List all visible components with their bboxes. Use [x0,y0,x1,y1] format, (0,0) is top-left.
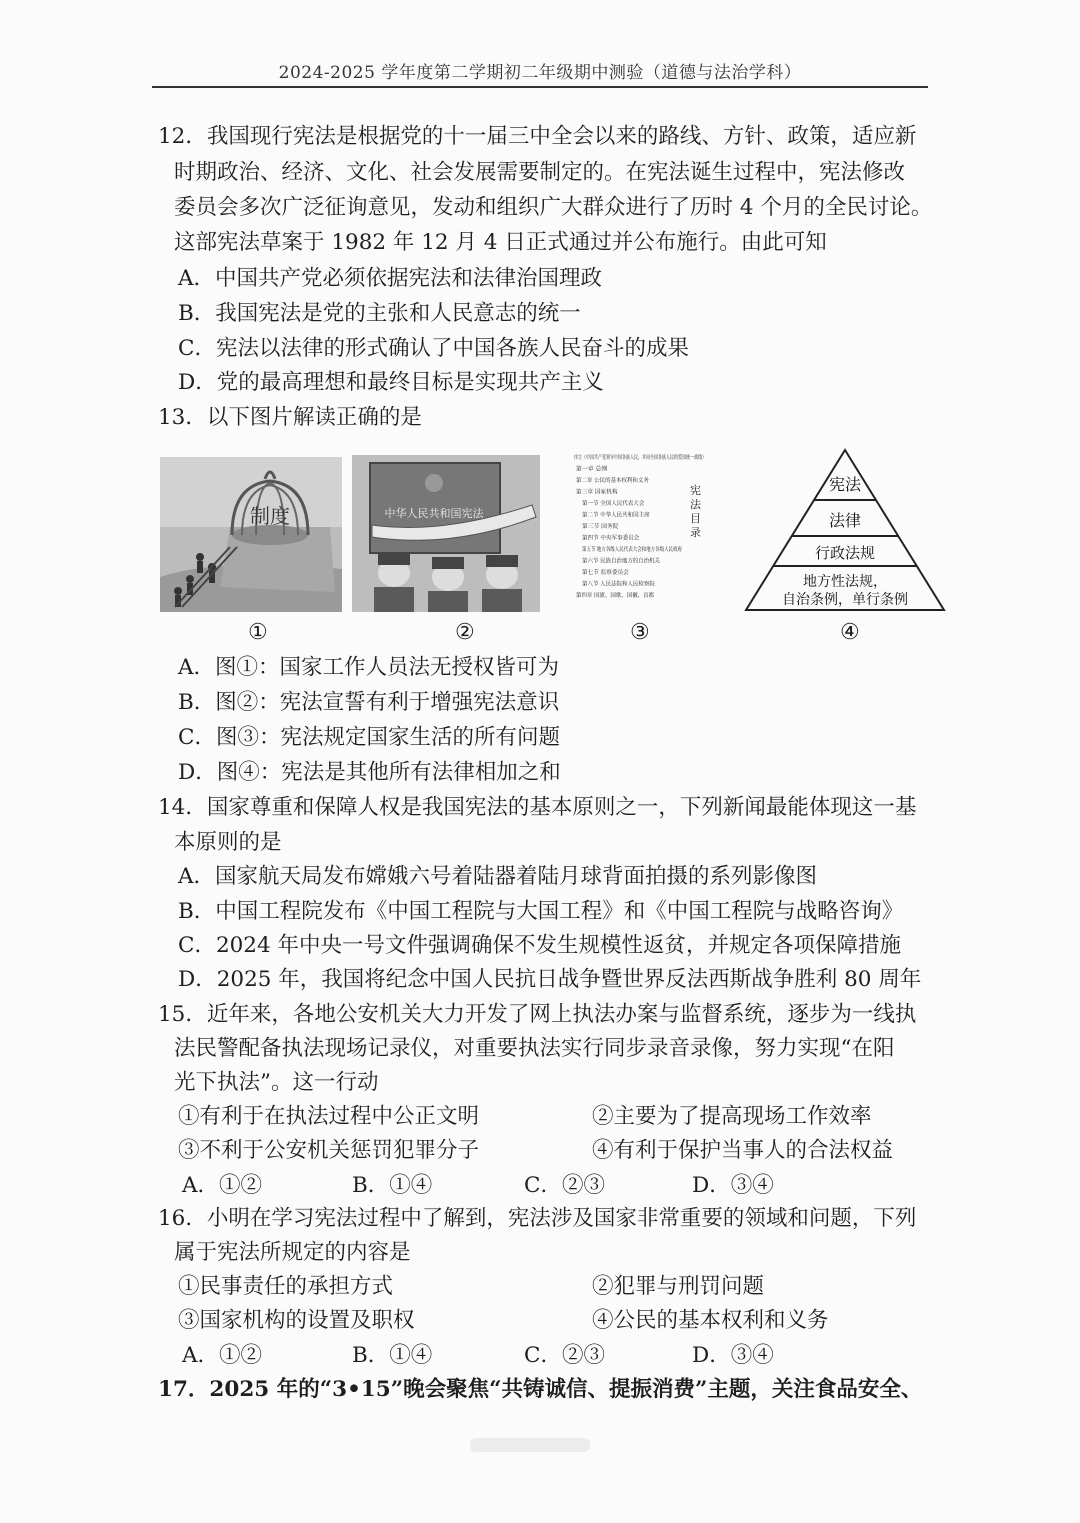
fig3-toc-line: 第六节 民族自治地方的自治机关 [582,558,661,565]
q15-item-3: ③不利于公安机关惩罚犯罪分子 [178,1138,480,1163]
figure-4-label: ④ [840,620,860,645]
pyramid-level-constitution: 宪法 [828,475,862,494]
figure-1-label: ① [248,620,268,645]
q14-option-b: B．中国工程院发布《中国工程院与大国工程》和《中国工程院与战略咨询》 [178,899,904,924]
q15-line-2: 法民警配备执法现场记录仪，对重要执法实行同步录音录像，努力实现“在阳 [174,1036,895,1061]
fig3-toc-line: 第三节 国务院 [582,524,617,530]
fig3-title: 宪法目录 [690,484,701,539]
q12-option-d: D．党的最高理想和最终目标是实现共产主义 [178,370,604,395]
q14-option-d: D．2025 年，我国将纪念中国人民抗日战争暨世界反法西斯战争胜利 80 周年 [178,967,922,992]
q12-line-1: 12．我国现行宪法是根据党的十一届三中全会以来的路线、方针、政策，适应新 [158,124,917,149]
fig3-toc-line: 序言（中国共产党领导中国各族人民，并同全国各族人民的爱国统一战线） [574,455,756,461]
q17-line-1: 17．2025 年的“3•15”晚会聚焦“共铸诚信、提振消费”主题，关注食品安全、 [158,1377,923,1402]
q13-option-c: C．图③：宪法规定国家生活的所有问题 [178,725,560,750]
figure-4-law-hierarchy-pyramid [742,448,948,614]
q14-option-a: A．国家航天局发布嫦娥六号着陆器着陆月球背面拍摄的系列影像图 [178,864,818,889]
fig3-toc-line: 第四章 国旗、国歌、国徽、首都 [576,593,655,599]
q15-line-3: 光下执法”。这一行动 [174,1070,379,1095]
fig3-toc-line: 第七节 监察委员会 [582,570,628,576]
q14-option-c: C．2024 年中央一号文件强调确保不发生规模性返贫，并规定各项保障措施 [178,933,902,958]
fig3-toc-line: 第二章 公民的基本权利和义务 [576,478,650,484]
q13-option-d: D．图④：宪法是其他所有法律相加之和 [178,760,561,785]
figure-3-constitution-contents [572,450,756,610]
q15-item-4: ④有利于保护当事人的合法权益 [592,1138,894,1163]
fig3-toc-line: 第一章 总纲 [576,466,606,473]
pyramid-level-law: 法律 [828,511,862,530]
q15-item-1: ①有利于在执法过程中公正文明 [178,1104,480,1129]
q12-line-2: 时期政治、经济、文化、社会发展需要制定的。在宪法诞生过程中，宪法修改 [174,160,906,185]
fig3-toc-line: 第一节 全国人民代表大会 [582,501,645,507]
q12-line-4: 这部宪法草案于 1982 年 12 月 4 日正式通过并公布施行。由此可知 [174,230,827,255]
q12-option-b: B．我国宪法是党的主张和人民意志的统一 [178,301,581,326]
q16-choice-b: B．①④ [352,1343,433,1368]
fig1-cage-text: 制度 [250,504,290,528]
fig3-toc-line: 第二节 中华人民共和国主席 [582,512,650,519]
figure-1-cage-illustration [160,457,342,612]
q15-choice-b: B．①④ [352,1173,433,1198]
q16-item-4: ④公民的基本权利和义务 [592,1308,829,1333]
pyramid-level-administrative-regulations: 行政法规 [814,544,876,562]
pyramid-level-autonomous-regulations: 自治条例，单行条例 [782,592,908,608]
fig2-book-title: 中华人民共和国宪法 [384,507,484,520]
q14-line-2: 本原则的是 [174,830,282,855]
q16-choice-d: D．③④ [692,1343,774,1368]
q14-line-1: 14．国家尊重和保障人权是我国宪法的基本原则之一，下列新闻最能体现这一基 [158,795,917,820]
q13-stem: 13．以下图片解读正确的是 [158,405,422,430]
q16-line-2: 属于宪法所规定的内容是 [174,1240,411,1265]
page-footer-smudge [470,1438,590,1452]
q15-choice-c: C．②③ [524,1173,605,1198]
figure-2-label: ② [455,620,475,645]
figure-3-label: ③ [630,620,650,645]
q15-item-2: ②主要为了提高现场工作效率 [592,1104,872,1129]
fig3-toc-line: 第五节 地方各级人民代表大会和地方各级人民政府 [582,547,705,553]
q15-line-1: 15．近年来，各地公安机关大力开发了网上执法办案与监督系统，逐步为一线执 [158,1002,917,1027]
q15-choice-a: A．①② [182,1173,263,1198]
q16-item-3: ③国家机构的设置及职权 [178,1308,415,1333]
fig3-toc-line: 第八节 人民法院和人民检察院 [582,581,656,588]
pyramid-level-local-regulations: 地方性法规， [803,574,887,590]
page-header: 2024-2025 学年度第二学期初二年级期中测验（道德与法治学科） [278,63,802,83]
q13-option-b: B．图②：宪法宣誓有利于增强宪法意识 [178,690,560,715]
q16-choice-a: A．①② [182,1343,263,1368]
q12-option-a: A．中国共产党必须依据宪法和法律治国理政 [178,266,603,291]
q13-option-a: A．图①：国家工作人员法无授权皆可为 [178,655,560,680]
q15-choice-d: D．③④ [692,1173,774,1198]
header-rule [152,86,928,88]
q12-line-3: 委员会多次广泛征询意见，发动和组织广大群众进行了历时 4 个月的全民讨论。 [174,195,933,220]
fig3-toc-line: 第三章 国家机构 [576,489,617,496]
q16-choice-c: C．②③ [524,1343,605,1368]
q12-option-c: C．宪法以法律的形式确认了中国各族人民奋斗的成果 [178,336,689,361]
fig3-toc-line: 第四节 中央军事委员会 [582,535,639,542]
q16-line-1: 16．小明在学习宪法过程中了解到，宪法涉及国家非常重要的领域和问题，下列 [158,1206,917,1231]
figure-2-oath-illustration [352,455,540,612]
q16-item-2: ②犯罪与刑罚问题 [592,1274,765,1299]
q16-item-1: ①民事责任的承担方式 [178,1274,394,1299]
